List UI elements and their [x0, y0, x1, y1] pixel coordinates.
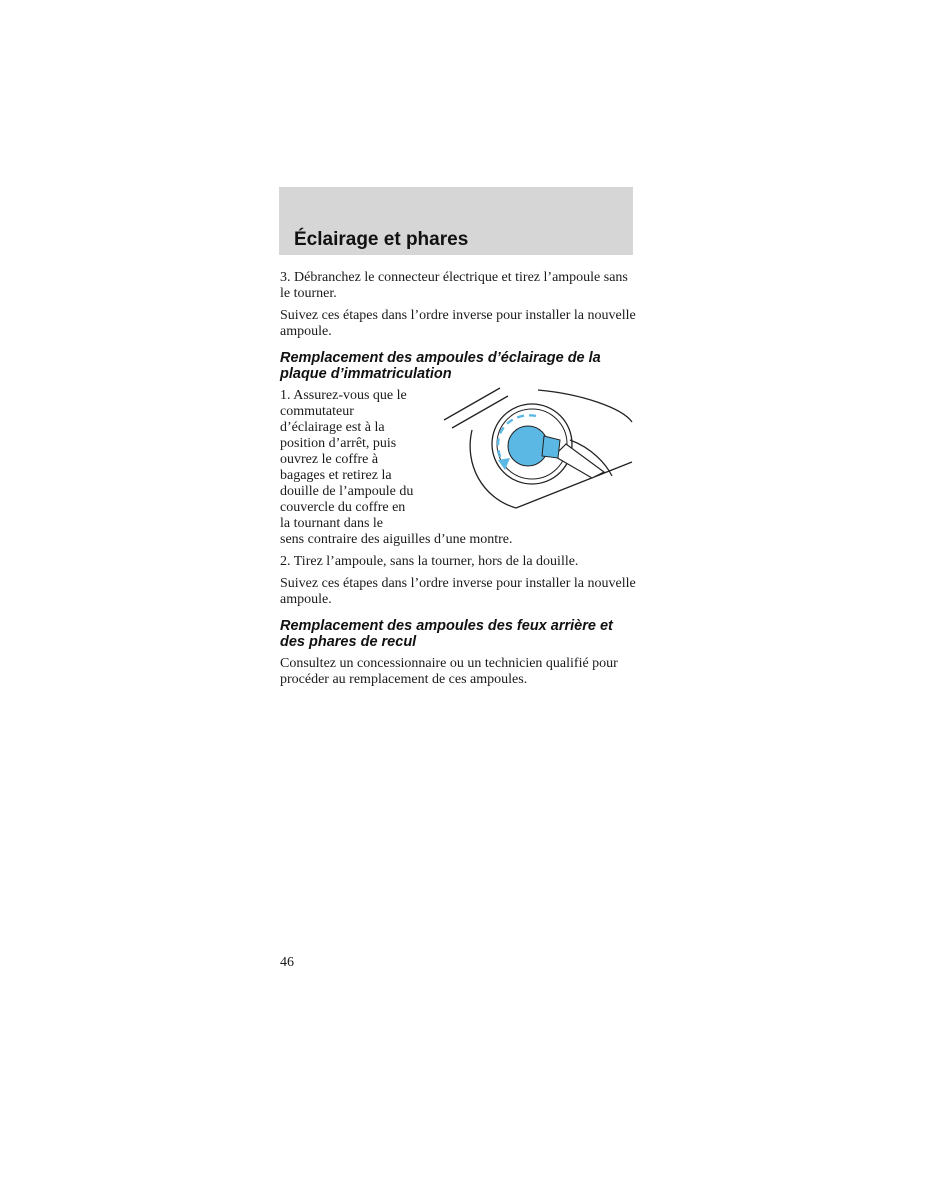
plate-step1-line: douille de l’ampoule du — [280, 484, 414, 499]
socket-tab — [542, 436, 560, 458]
plate-step1-line: la tournant dans le — [280, 516, 384, 531]
plate-step1-line: position d’arrêt, puis — [280, 436, 397, 451]
rear-section-body: Consultez un concessionnaire ou un technicien qualifié pour procéder au remplacement de ces ampoules. — [280, 656, 618, 687]
plate-step1-lines — [280, 388, 440, 532]
plate-reverse-paragraph: Suivez ces étapes dans l’ordre inverse pour installer la nouvelle ampoule. — [280, 576, 636, 607]
section-header-band — [279, 187, 633, 255]
plate-section-heading: Remplacement des ampoules d’éclairage de la plaque d’immatriculation — [280, 350, 601, 382]
rear-section-heading: Remplacement des ampoules des feux arrière et des phares de recul — [280, 618, 613, 650]
intro-step-paragraph: 3. Débranchez le connecteur électrique et tirez l’ampoule sans le tourner. — [280, 270, 628, 301]
intro-reverse-paragraph: Suivez ces étapes dans l’ordre inverse pour installer la nouvelle ampoule. — [280, 308, 636, 339]
plate-step1-line: ouvrez le coffre à — [280, 452, 379, 467]
plate-step1-line: bagages et retirez la — [280, 468, 392, 483]
plate-step1-line: 1. Assurez-vous que le — [280, 388, 407, 403]
page-title: Éclairage et phares — [294, 229, 469, 250]
plate-step1-line: commutateur — [280, 404, 354, 419]
plate-step2-paragraph: 2. Tirez l’ampoule, sans la tourner, hors de la douille. — [280, 554, 579, 569]
plate-step1-tail: sens contraire des aiguilles d’une montre. — [280, 532, 513, 547]
plate-step1-line: d’éclairage est à la — [280, 420, 385, 435]
bulb-socket-svg — [442, 386, 634, 514]
socket-fill — [508, 426, 548, 466]
page-number: 46 — [280, 955, 294, 970]
plate-step1-line: couvercle du coffre en — [280, 500, 406, 515]
bulb-socket-illustration — [442, 386, 634, 514]
